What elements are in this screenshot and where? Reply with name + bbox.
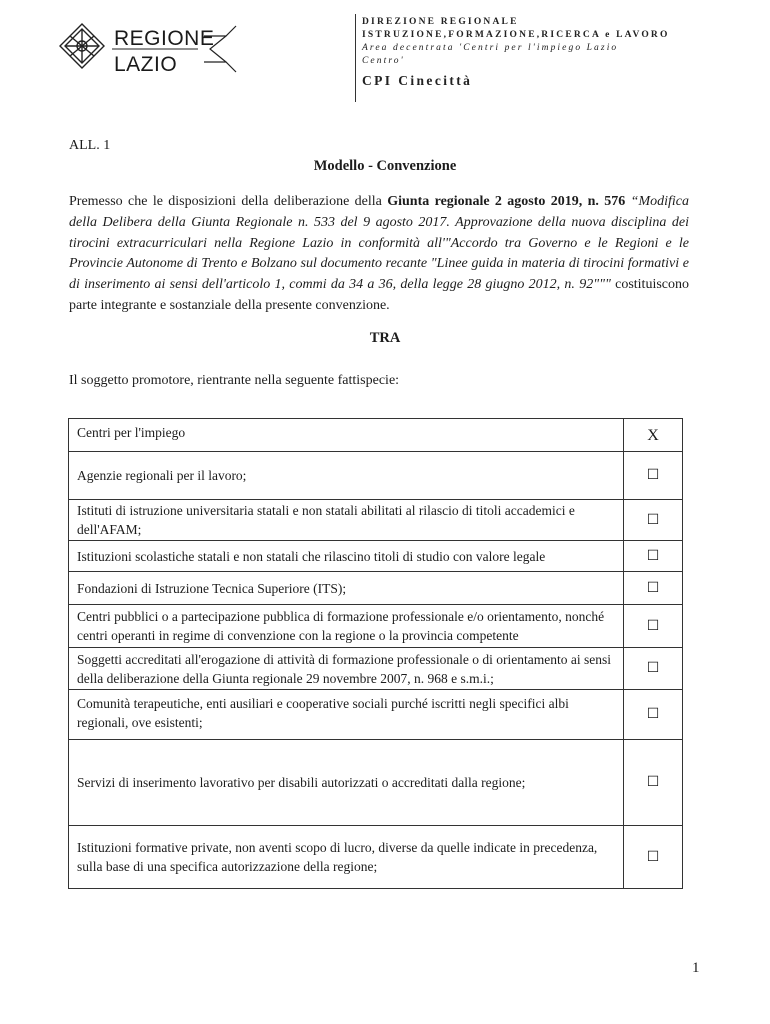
table-row [69,690,683,740]
table-row [69,740,683,826]
regione-lazio-logo [58,22,258,78]
premise-bold-ref: Giunta regionale 2 agosto 2019, n. 576 [387,194,626,209]
intro-line: Il soggetto promotore, rientrante nella seguente fattispecie: [69,373,400,388]
option-label: Comunità terapeutiche, enti ausiliari e cooperative sociali purché iscritti negli specifici albi regionali, ove esistenti; [69,690,624,740]
logo-lazio-text: LAZIO [114,53,178,76]
option-checkbox[interactable]: ☐ [624,826,683,889]
table-row [69,572,683,605]
option-label: Soggetti accreditati all'erogazione di attività di formazione professionale o di orientamento ai sensi della deliberazione della Giunta regionale 29 novembre 2007, n. 968 e s.m.i.; [69,648,624,690]
header-divider [355,14,356,102]
page-number: 1 [692,960,700,976]
table-row [69,419,683,452]
premise-text: Premesso che le disposizioni della deliberazione della [69,194,388,209]
tra-heading: TRA [369,330,401,346]
option-checkbox[interactable]: X [624,419,683,452]
option-checkbox[interactable]: ☐ [624,452,683,500]
option-label: Istituti di istruzione universitaria statali e non statali abilitati al rilascio di titoli accademici e dell'AFAM; [69,500,624,541]
premise-italic-quote: “Modifica della Delibera della Giunta Regionale n. 533 del 9 agosto 2017. Approvazione della nuova disciplina dei tirocini extracurriculari nella Regione Lazio in conformità all'"Accordo tra Governo e le Regioni e le Provincie Autonome di Trento e Bolzano sul documento recante "Linee guida in materia di tirocini formativi e di inserimento ai sensi dell'articolo 1, commi da 34 a 36, della legge 28 giugno 2012, n. 92""" [69,194,689,293]
department-header [362,16,762,89]
table-row [69,452,683,500]
option-checkbox[interactable]: ☐ [624,541,683,572]
option-checkbox[interactable]: ☐ [624,605,683,648]
option-label: Istituzioni scolastiche statali e non statali che rilascino titoli di studio con valore legale [69,541,624,572]
dept-subname: ISTRUZIONE,FORMAZIONE,RICERCA e LAVORO [362,30,670,40]
dept-area-cont: Centro' [362,56,405,66]
logo-regione-text: REGIONE [114,27,215,50]
allegato-label: ALL. 1 [69,138,111,153]
option-label: Centri per l'impiego [69,419,624,452]
option-label: Centri pubblici o a partecipazione pubblica di formazione professionale e/o orientamento, nonché centri operanti in regime di convenzione con la regione o la provincia competente [69,605,624,648]
promoter-type-table [68,418,683,889]
option-label: Fondazioni di Istruzione Tecnica Superiore (ITS); [69,572,624,605]
premise-paragraph [69,192,689,317]
option-checkbox[interactable]: ☐ [624,690,683,740]
option-label: Agenzie regionali per il lavoro; [69,452,624,500]
table-row [69,826,683,889]
table-row [69,648,683,690]
table-row [69,541,683,572]
option-label: Servizi di inserimento lavorativo per disabili autorizzati o accreditati dalla regione; [69,740,624,826]
option-checkbox[interactable]: ☐ [624,740,683,826]
option-label: Istituzioni formative private, non aventi scopo di lucro, diverse da quelle indicate in precedenza, sulla base di una specifica autorizzazione della regione; [69,826,624,889]
option-checkbox[interactable]: ☐ [624,648,683,690]
office-name: CPI Cinecittà [362,73,473,88]
dept-name: DIREZIONE REGIONALE [362,17,519,27]
premise-conclusion: costituiscono parte integrante e sostanziale della presente convenzione. [69,277,689,313]
option-checkbox[interactable]: ☐ [624,572,683,605]
document-title: Modello - Convenzione [313,158,457,174]
table-row [69,605,683,648]
dept-area: Area decentrata 'Centri per l'impiego Lazio [362,43,619,53]
option-checkbox[interactable]: ☐ [624,500,683,541]
table-row [69,500,683,541]
